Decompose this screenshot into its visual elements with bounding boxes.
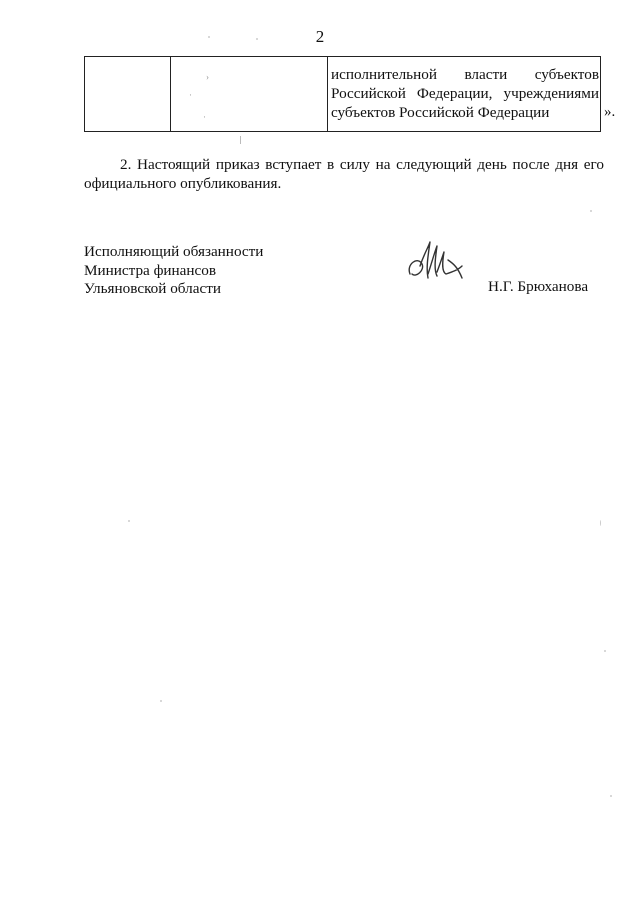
table-cell-line: исполнительной власти субъектов [331,66,599,83]
scan-speck [256,38,258,40]
scan-speck [610,795,612,797]
paragraph-2: 2. Настоящий приказ вступает в силу на следующий день после дня его официального опубликования. [84,156,604,192]
table-cell-line: Российской Федерации, учреждениями [331,85,599,102]
scan-speck: › [206,72,209,82]
handwritten-signature [404,234,466,296]
scan-speck [160,700,162,702]
continuation-table [84,56,601,132]
scan-speck [590,210,592,212]
scan-speck: · [203,112,206,122]
position-line: Ульяновской области [84,280,221,297]
scan-speck: · [189,90,192,100]
signatory-position [84,243,263,299]
scan-speck [600,520,601,526]
scan-mark [240,136,241,144]
scan-speck [128,520,130,522]
closing-quote: ». [604,104,616,120]
table-row [85,57,601,132]
scan-speck [208,36,210,38]
position-line: Министра финансов [84,261,217,279]
page-number: 2 [315,27,325,46]
table-cell-line: субъектов Российской Федерации [331,104,550,121]
signer-name: Н.Г. Брюханова [488,278,589,295]
table-cell-paragraph [328,57,600,122]
table-cell-empty-1 [85,57,171,132]
table-cell-empty-2 [171,57,328,132]
position-line: Исполняющий обязанности [84,243,264,260]
scan-speck [604,650,606,652]
table-cell-text [328,57,601,132]
